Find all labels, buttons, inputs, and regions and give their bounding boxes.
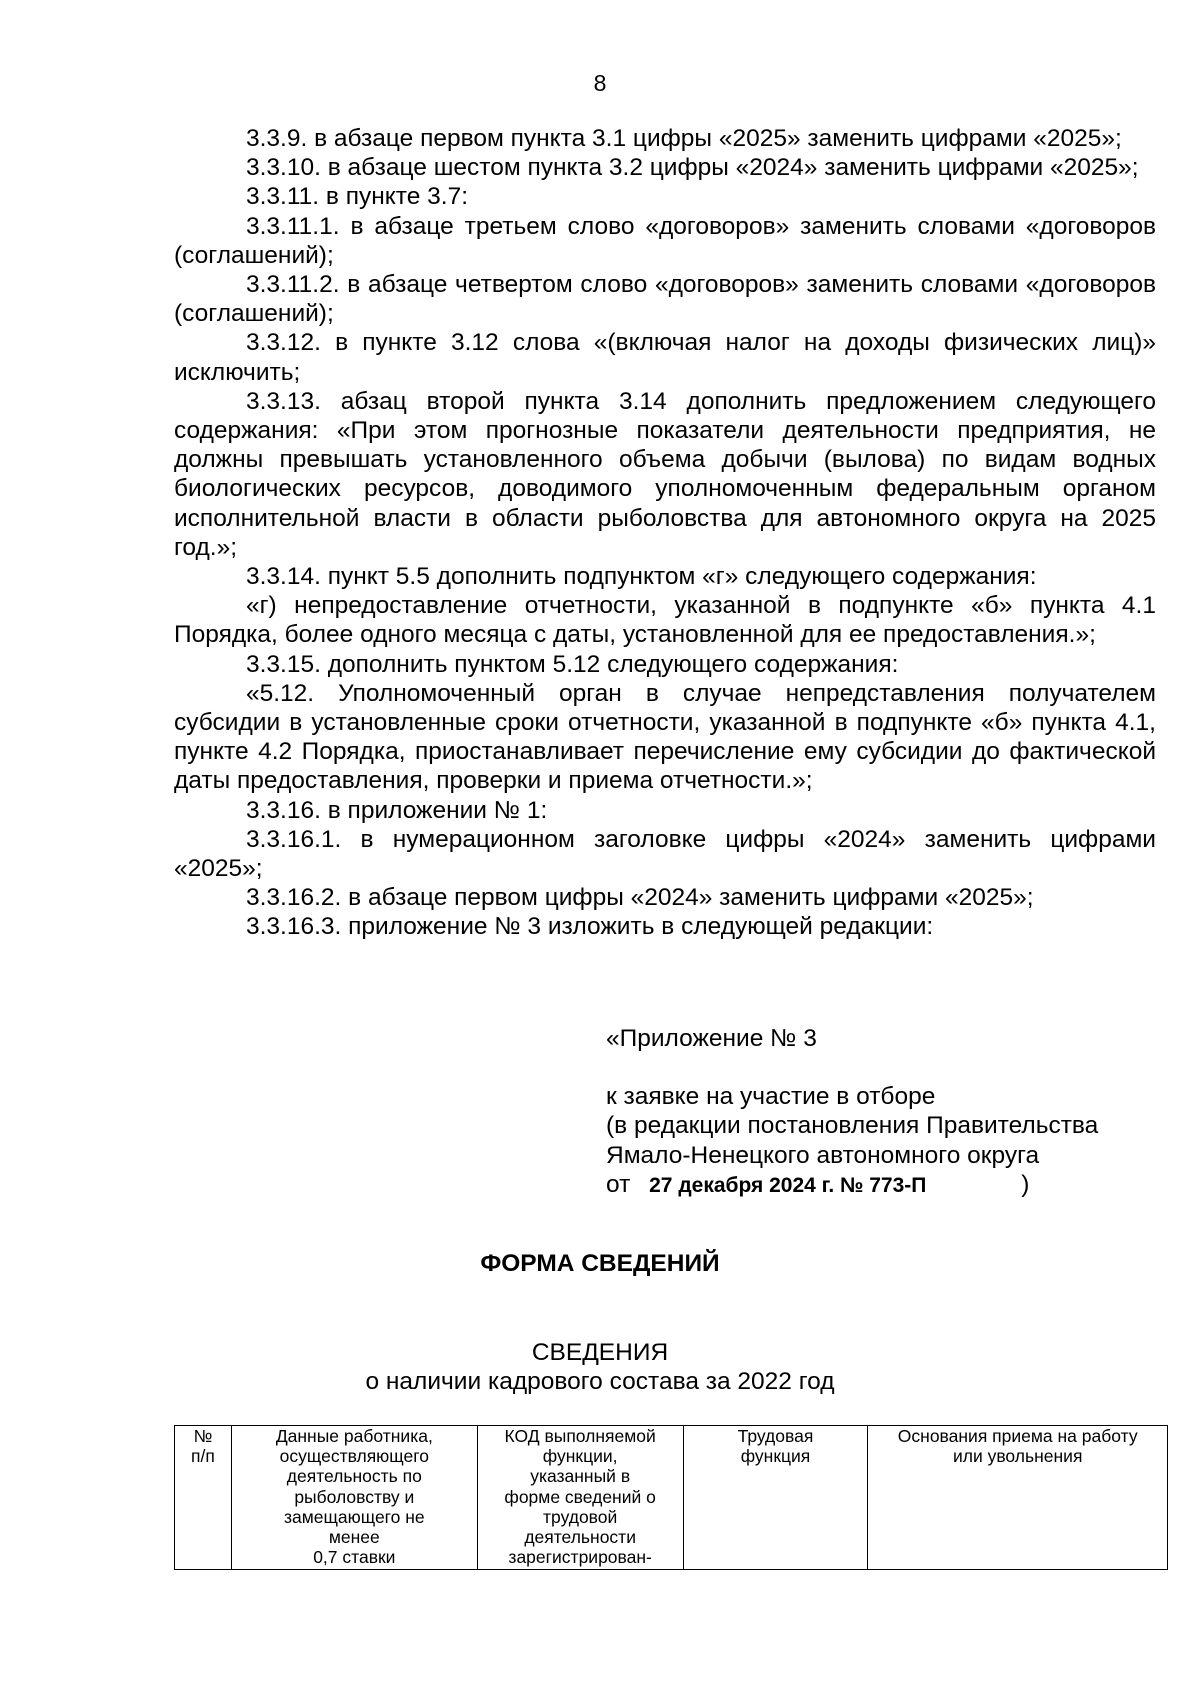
svedeniya-heading xyxy=(0,1338,1200,1396)
paragraph: 3.3.11.2. в абзаце четвертом слово «договоров» заменить словами «договоров (соглашений); xyxy=(174,271,1156,328)
date-suffix: ) xyxy=(1021,1170,1030,1198)
appendix-title: «Приложение № 3 xyxy=(606,1025,817,1052)
date-value: 27 декабря 2024 г. № 773-П xyxy=(649,1173,927,1197)
paragraph: 3.3.9. в абзаце первом пункта 3.1 цифры «2025» заменить цифрами «2025»; xyxy=(246,125,1122,152)
paragraph: 3.3.15. дополнить пунктом 5.12 следующего содержания: xyxy=(246,650,899,678)
appendix-line: Ямало-Ненецкого автономного округа xyxy=(606,1141,1040,1169)
header-function-code: КОД выполняемой функции, указанный в форме сведений о трудовой деятельности зарегистрирован- xyxy=(477,1426,683,1570)
paragraph: 3.3.12. в пункте 3.12 слова «(включая налог на доходы физических лиц)» исключить; xyxy=(174,329,1156,386)
paragraph: 3.3.14. пункт 5.5 дополнить подпунктом «г» следующего содержания: xyxy=(246,563,1037,591)
header-employee-data: Данные работника, осуществляющего деятельность по рыболовству и замещающего не менее 0,7 ставки xyxy=(231,1426,477,1570)
form-title: ФОРМА СВЕДЕНИЙ xyxy=(480,1250,720,1277)
header-hiring-basis: Основания приема на работу или увольнения xyxy=(868,1426,1168,1570)
paragraph: 3.3.16.2. в абзаце первом цифры «2024» заменить цифрами «2025»; xyxy=(246,884,1034,912)
appendix-date-line xyxy=(606,1170,1166,1200)
svedeniya-title: СВЕДЕНИЯ xyxy=(531,1339,669,1366)
document-body xyxy=(174,124,1156,942)
paragraph: 3.3.16. в приложении № 1: xyxy=(246,796,548,824)
paragraph: «5.12. Уполномоченный орган в случае непредставления получателем субсидии в установленные сроки отчетности, указанной в подпункте «б» пункта 4.1, пункте 4.2 Порядка, приостанавливает перечисление ему субсидии до фактической даты предоставления, проверки и приема отчетности.»; xyxy=(174,679,1156,795)
appendix-line: к заявке на участие в отборе xyxy=(606,1083,936,1111)
paragraph: 3.3.10. в абзаце шестом пункта 3.2 цифры «2024» заменить цифрами «2025»; xyxy=(246,154,1139,182)
header-number: № п/п xyxy=(175,1426,232,1570)
header-labor-function: Трудовая функция xyxy=(683,1426,868,1570)
paragraph: 3.3.11. в пункте 3.7: xyxy=(246,183,469,211)
staff-table xyxy=(174,1425,1168,1570)
paragraph: «г) непредоставление отчетности, указанной в подпункте «б» пункта 4.1 Порядка, более одного месяца с даты, установленной для ее предоставления.»; xyxy=(174,592,1156,649)
appendix-line: (в редакции постановления Правительства xyxy=(606,1112,1099,1140)
table-header-row xyxy=(175,1426,1168,1570)
paragraph: 3.3.16.1. в нумерационном заголовке цифры «2024» заменить цифрами «2025»; xyxy=(174,825,1156,883)
appendix-header xyxy=(606,1024,1166,1200)
paragraph: 3.3.13. абзац второй пункта 3.14 дополнить предложением следующего содержания: «При этом прогнозные показатели деятельности предприятия, не должны превышать установленного объема добычи (вылова) по видам водных биологических ресурсов, доводимого уполномоченным федеральным органом исполнительной власти в области рыболовства для автономного округа на 2025 год.»; xyxy=(174,387,1156,561)
paragraph: 3.3.11.1. в абзаце третьем слово «договоров» заменить словами «договоров (соглашений); xyxy=(174,212,1156,269)
svedeniya-subtitle: о наличии кадрового состава за 2022 год xyxy=(365,1368,835,1395)
date-prefix: от xyxy=(606,1170,631,1198)
page-number: 8 xyxy=(593,70,607,96)
paragraph: 3.3.16.3. приложение № 3 изложить в следующей редакции: xyxy=(246,913,934,941)
